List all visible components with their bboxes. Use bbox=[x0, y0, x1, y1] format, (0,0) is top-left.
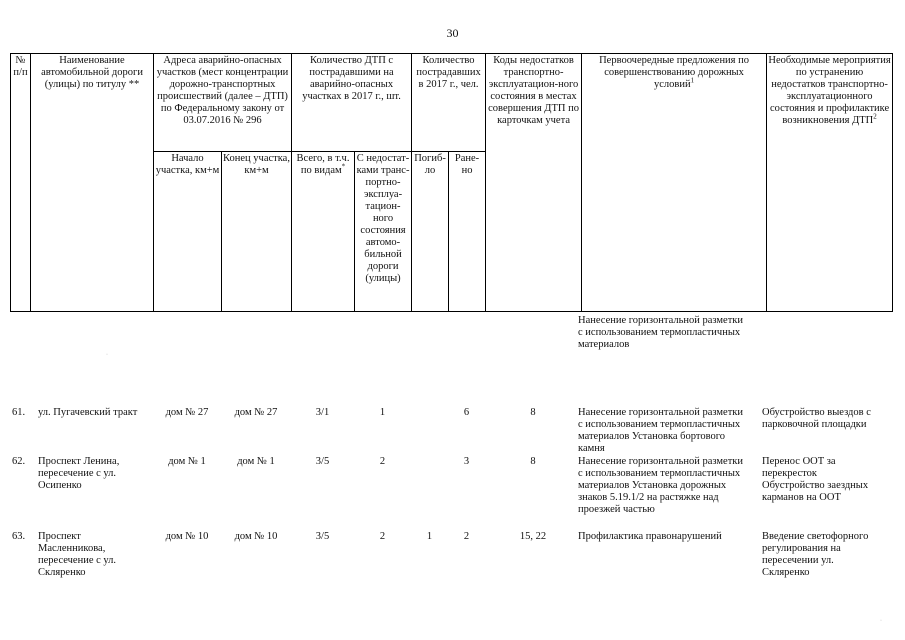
scan-speck: · bbox=[880, 618, 882, 624]
header-defects: С недостат-ками транс-портно-эксплуа-тацион-ного состояния автомо-бильной дороги (улицы) bbox=[355, 152, 412, 312]
header-total: Всего, в т.ч. по видам* bbox=[292, 152, 355, 312]
row-end: дом № 10 bbox=[234, 531, 278, 542]
header-injured: Ране-но bbox=[449, 152, 486, 312]
row-proposals: Нанесение горизонтальной разметки с использованием термопластичных материалов Установка дорожных знаков 5.19.1/2 на растяжке над проезжей частью bbox=[578, 456, 744, 515]
header-measures: Необходимые мероприятия по устранению недостатков транспортно-эксплуатационного состояния и профилактике возникновения ДТП$^2$ bbox=[767, 54, 893, 312]
row-proposals: Профилактика правонарушений bbox=[578, 531, 722, 542]
row-codes: 8 bbox=[530, 456, 536, 467]
header-proposals: Первоочередные предложения по совершенствованию дорожных условий$^1$ bbox=[582, 54, 767, 312]
row-start: дом № 27 bbox=[165, 407, 209, 418]
row-codes: 15, 22 bbox=[519, 531, 547, 542]
row-measures: Обустройство выездов с парковочной площадки bbox=[762, 407, 871, 430]
row-measures: Введение светофорного регулирования на пересечении ул. Скляренко bbox=[762, 531, 869, 578]
row-defects: 1 bbox=[379, 407, 386, 418]
row-start: дом № 10 bbox=[165, 531, 209, 542]
row-injured: 3 bbox=[463, 456, 470, 467]
scan-speck: · bbox=[106, 352, 108, 358]
row-measures: Перенос ООТ за перекресток Обустройство заездных карманов на ООТ bbox=[762, 456, 869, 503]
row-total: 3/5 bbox=[315, 456, 330, 467]
row-killed: 1 bbox=[426, 531, 433, 542]
page-number: 30 bbox=[446, 26, 459, 40]
row-defects: 2 bbox=[379, 531, 386, 542]
row-injured: 6 bbox=[463, 407, 470, 418]
row-injured: 2 bbox=[463, 531, 470, 542]
row-num: 61. bbox=[12, 407, 26, 418]
row-road: Проспект Ленина, пересечение с ул. Осипенко bbox=[38, 456, 120, 491]
carryover-text: Нанесение горизонтальной разметки с использованием термопластичных материалов bbox=[578, 315, 744, 350]
row-end: дом № 27 bbox=[234, 407, 278, 418]
row-num: 63. bbox=[12, 531, 26, 542]
row-road: Проспект Масленникова, пересечение с ул. Скляренко bbox=[38, 531, 117, 578]
table-row bbox=[10, 531, 892, 581]
row-end: дом № 1 bbox=[237, 456, 275, 467]
header-start: Начало участка, км+м bbox=[154, 152, 222, 312]
header-end: Конец участка, км+м bbox=[222, 152, 292, 312]
row-total: 3/5 bbox=[315, 531, 330, 542]
header-dtp-count: Количество ДТП с пострадавшими на аварийно-опасных участках в 2017 г., шт. bbox=[292, 54, 412, 152]
header-killed: Погиб-ло bbox=[412, 152, 449, 312]
table-header bbox=[10, 53, 893, 312]
row-defects: 2 bbox=[379, 456, 386, 467]
row-total: 3/1 bbox=[315, 407, 330, 418]
table-row bbox=[10, 407, 892, 457]
row-codes: 8 bbox=[530, 407, 536, 418]
header-victims: Количество пострадавших в 2017 г., чел. bbox=[412, 54, 486, 152]
header-codes: Коды недостатков транспортно-эксплуатацион-ного состояния в местах совершения ДТП по карточкам учета bbox=[486, 54, 582, 312]
table-row bbox=[10, 456, 892, 526]
header-addresses: Адреса аварийно-опасных участков (мест концентрации дорожно-транспортных происшествий (далее – ДТП) по Федеральному закону от 03.07.2016 № 296 bbox=[154, 54, 292, 152]
row-num: 62. bbox=[12, 456, 26, 467]
row-proposals: Нанесение горизонтальной разметки с использованием термопластичных материалов Установка бортового камня bbox=[578, 407, 744, 454]
row-road: ул. Пугачевский тракт bbox=[38, 407, 138, 418]
header-num: № п/п bbox=[11, 54, 31, 312]
row-start: дом № 1 bbox=[168, 456, 206, 467]
header-road: Наименование автомобильной дороги (улицы) по титулу ** bbox=[31, 54, 154, 312]
